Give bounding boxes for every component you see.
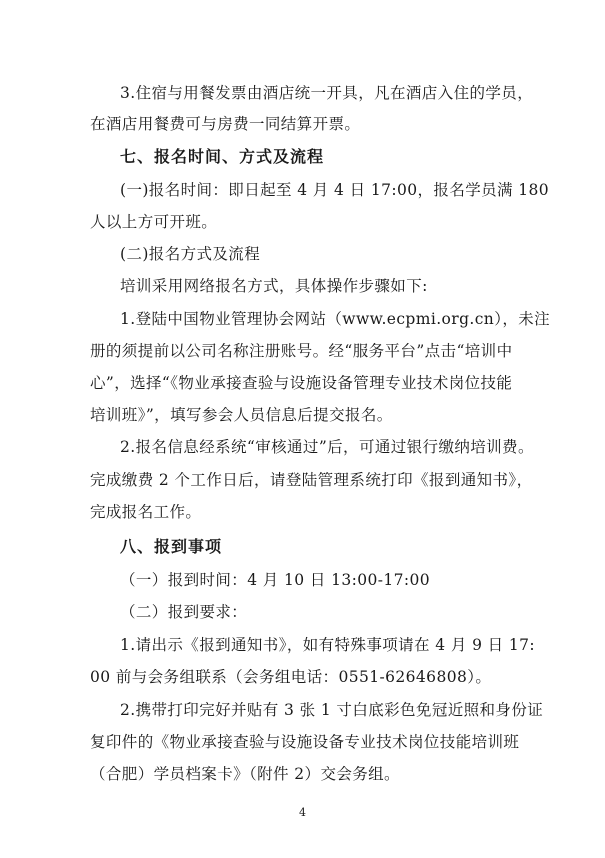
paragraph-line: 完成缴费 2 个工作日后，请登陆管理系统打印《报到通知书》， <box>90 471 533 489</box>
paragraph-line: 培训采用网络报名方式，具体操作步骤如下: <box>120 277 428 295</box>
paragraph-line: 2.报名信息经系统“审核通过”后，可通过银行缴纳培训费。 <box>120 438 534 456</box>
paragraph-line: 3.住宿与用餐发票由酒店统一开具，凡在酒店入住的学员， <box>120 84 534 102</box>
paragraph-line: （二）报到要求： <box>120 603 248 621</box>
paragraph-line: 完成报名工作。 <box>90 503 202 521</box>
paragraph-line: 00 前与会务组联系（会务组电话：0551-62646808）。 <box>90 668 492 686</box>
section-heading: 七、报名时间、方式及流程 <box>120 147 325 166</box>
paragraph-line: 1.请出示《报到通知书》，如有特殊事项请在 4 月 9 日 17: <box>120 636 536 654</box>
paragraph-line: 心”，选择“《物业承接查验与设施设备管理专业技术岗位技能 <box>90 374 513 392</box>
paragraph-line: 人以上方可开班。 <box>90 213 218 231</box>
paragraph-line: (一)报名时间：即日起至 4 月 4 日 17:00，报名学员满 180 <box>120 181 550 199</box>
paragraph-line: （合肥）学员档案卡》（附件 2）交会务组。 <box>90 765 400 783</box>
paragraph-line: （一）报到时间：4 月 10 日 13:00-17:00 <box>120 571 431 589</box>
page-number: 4 <box>299 806 306 819</box>
paragraph-line: 2.携带打印完好并贴有 3 张 1 寸白底彩色免冠近照和身份证 <box>120 701 544 719</box>
paragraph-line: 册的须提前以公司名称注册账号。经“服务平台”点击“培训中 <box>90 342 513 360</box>
subsection-heading: (二)报名方式及流程 <box>120 245 261 263</box>
paragraph-line: 复印件的《物业承接查验与设施设备专业技术岗位技能培训班 <box>90 733 520 751</box>
section-heading: 八、报到事项 <box>120 537 223 556</box>
paragraph-line: 培训班》”，填写参会人员信息后提交报名。 <box>90 406 393 424</box>
paragraph-line: 在酒店用餐费可与房费一同结算开票。 <box>90 115 361 133</box>
paragraph-line: 1.登陆中国物业管理协会网站（www.ecpmi.org.cn），未注 <box>120 310 551 328</box>
